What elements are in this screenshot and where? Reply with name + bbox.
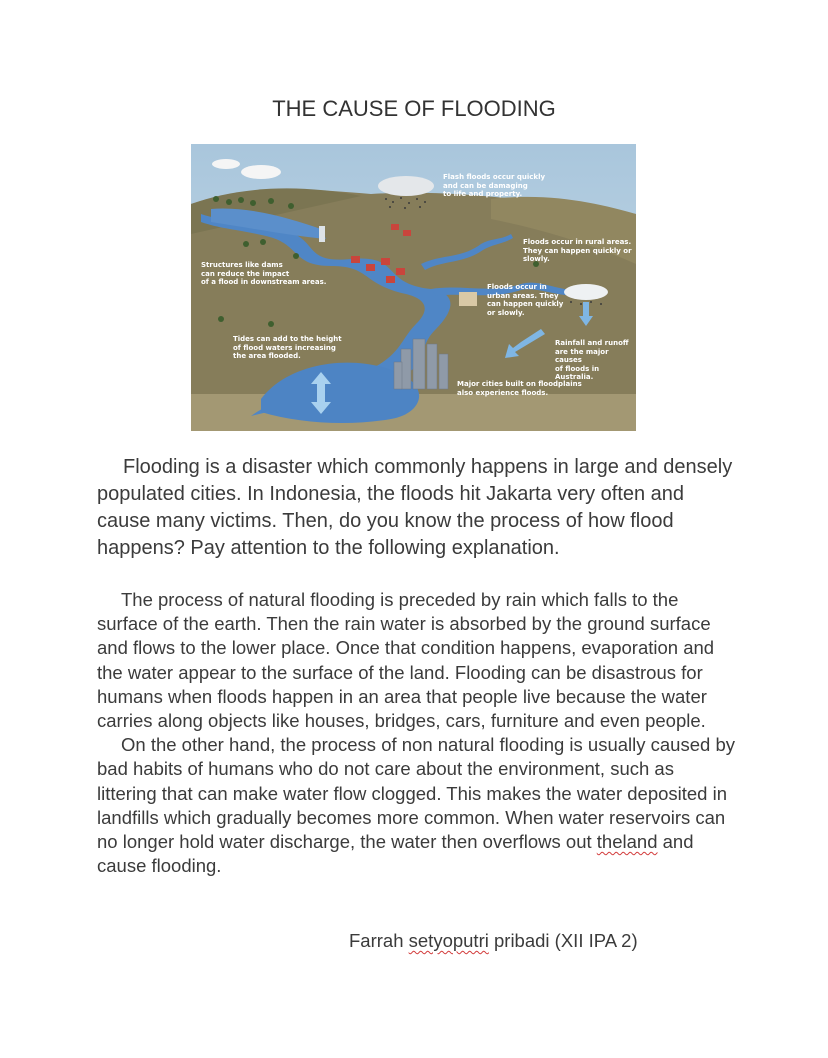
author-misspelled-name[interactable]: setyoputri — [408, 930, 489, 951]
cloud — [241, 165, 281, 179]
page-title: THE CAUSE OF FLOODING — [272, 96, 556, 121]
non-natural-flooding-text: On the other hand, the process of non natural flooding is usually caused by bad habits of humans who do not care about the environment, such as littering that can make water flow clogged. This makes the water deposited in landfills which gradually becomes more common. When water reservoirs can no longer hold water discharge, the water then overflows out — [97, 734, 735, 853]
author-first-name: Farrah — [349, 930, 409, 951]
cloud — [212, 159, 240, 169]
author-line — [349, 930, 638, 952]
misspelled-word[interactable]: theland — [596, 831, 658, 853]
non-natural-flooding-end: and cause flooding. — [97, 831, 694, 877]
label-flash-floods: Flash floods occur quickly and can be damaging to life and property. — [443, 173, 546, 198]
label-tides: Tides can add to the height of flood waters increasing the area flooded. — [233, 335, 342, 360]
label-dams: Structures like dams can reduce the impact of a flood in downstream areas. — [201, 261, 327, 286]
urban-building — [459, 292, 477, 306]
label-rural-floods: Floods occur in rural areas. They can happen quickly or slowly. — [523, 238, 632, 263]
natural-flooding-text: The process of natural flooding is preceded by rain which falls to the surface of the earth. Then the rain water is absorbed by the ground surface and flows to the lower place. Once that condition happens, evaporation and the water appear to the surface of the land. Flooding can be disastrous for humans when floods happen in an area that people live because the water carries along objects like houses, bridges, cars, furniture and even people. — [97, 589, 715, 732]
label-rainfall: Rainfall and runoff are the major causes of floods in Australia. — [555, 339, 629, 381]
label-urban-floods: Floods occur in urban areas. They can happen quickly or slowly. — [487, 283, 564, 317]
label-major-cities: Major cities built on floodplains also experience floods. — [457, 380, 582, 397]
non-natural-flooding-paragraph — [97, 733, 737, 878]
author-rest: pribadi (XII IPA 2) — [488, 930, 638, 951]
storm-cloud-2 — [564, 284, 608, 300]
natural-flooding-paragraph — [97, 588, 737, 733]
body-text — [97, 588, 737, 878]
flood-illustration — [191, 144, 636, 431]
intro-paragraph — [97, 454, 737, 562]
storm-cloud — [378, 176, 434, 196]
dam-wall — [319, 226, 325, 242]
intro-paragraph-text: Flooding is a disaster which commonly happens in large and densely populated cities. In Indonesia, the floods hit Jakarta very often and cause many victims. Then, do you know the process of how flood happens? Pay attention to the following explanation. — [97, 456, 733, 559]
